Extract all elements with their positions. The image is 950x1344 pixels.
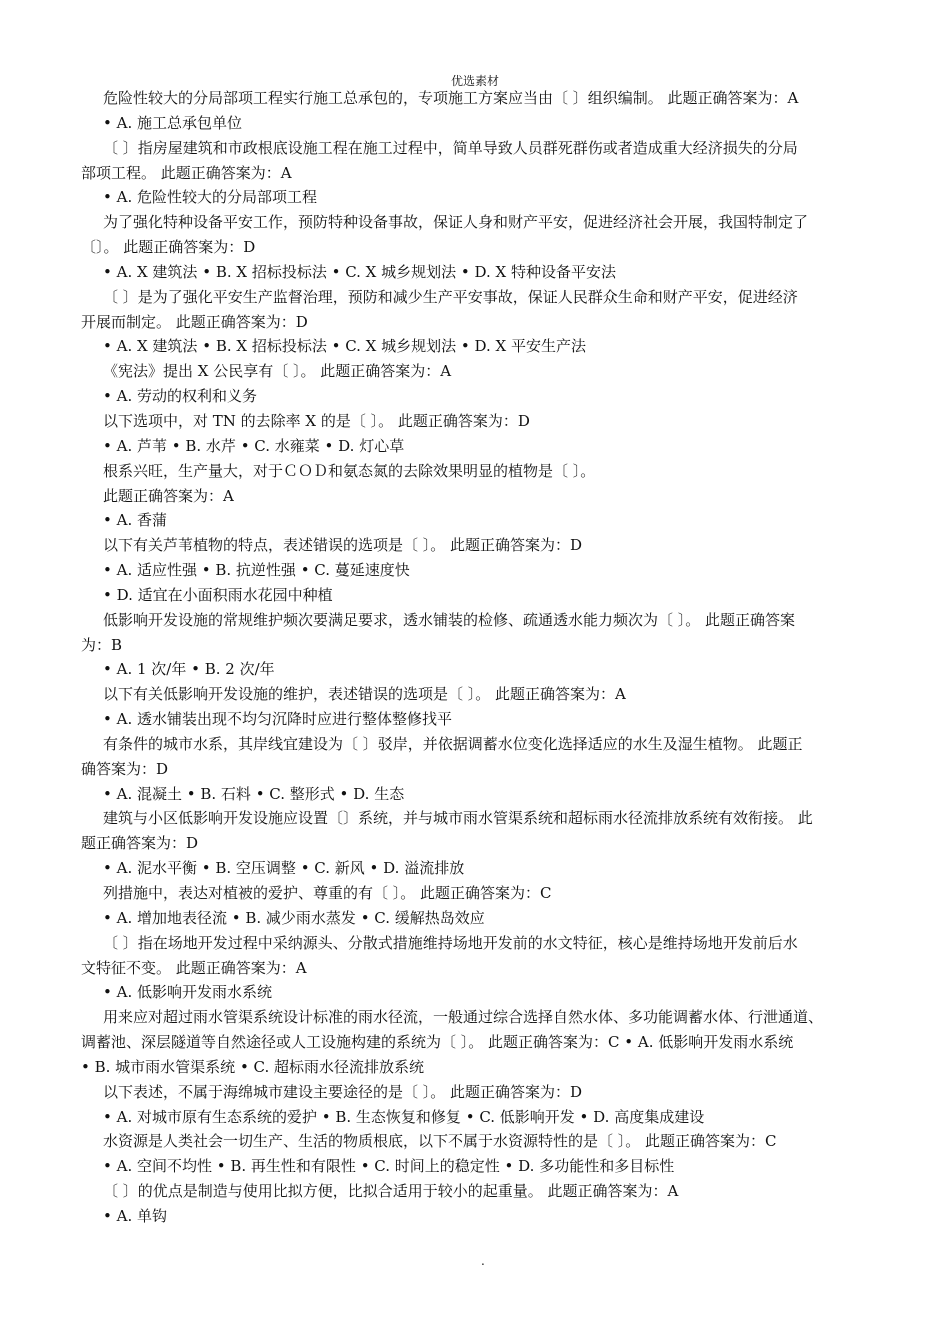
continuation-line: 〔〕。 此题正确答案为：D	[81, 238, 256, 257]
continuation-line: 开展而制定。 此题正确答案为：D	[81, 312, 308, 331]
continuation-line: • B. 城市雨水管渠系统 • C. 超标雨水径流排放系统	[81, 1057, 425, 1076]
question-line: 为了强化特种设备平安工作，预防特种设备事故，保证人身和财产平安，促进经济社会开展，我国特制定了	[103, 213, 809, 232]
option-line: • D. 适宜在小面积雨水花园中种植	[103, 585, 333, 604]
question-line: 此题正确答案为：A	[103, 486, 234, 505]
continuation-line: 题正确答案为：D	[81, 834, 199, 853]
continuation-line: 调蓄池、深层隧道等自然途径或人工设施构建的系统为〔 〕。 此题正确答案为：C • A. 低影响开发雨水系统	[81, 1033, 794, 1052]
continuation-line: 文特征不变。 此题正确答案为：A	[81, 958, 307, 977]
question-line: 〔 〕的优点是制造与使用比拟方便，比拟合适用于较小的起重量。 此题正确答案为：A	[103, 1182, 679, 1201]
question-line: 水资源是人类社会一切生产、生活的物质根底，以下不属于水资源特性的是〔 〕。 此题正确答案为：C	[103, 1132, 777, 1151]
option-line: • A. X 建筑法 • B. X 招标投标法 • C. X 城乡规划法 • D. X 平安生产法	[103, 337, 586, 356]
option-line: • A. 施工总承包单位	[103, 113, 242, 132]
option-line: • A. X 建筑法 • B. X 招标投标法 • C. X 城乡规划法 • D. X 特种设备平安法	[103, 262, 616, 281]
option-line: • A. 对城市原有生态系统的爱护 • B. 生态恢复和修复 • C. 低影响开发 • D. 高度集成建设	[103, 1107, 705, 1126]
option-line: • A. 1 次/年 • B. 2 次/年	[103, 660, 275, 679]
question-line: 有条件的城市水系，其岸线宜建设为〔 〕驳岸，并依据调蓄水位变化选择适应的水生及湿生植物。 此题正	[103, 734, 803, 753]
question-line: 以下选项中，对 TN 的去除率 X 的是〔 〕。 此题正确答案为：D	[103, 411, 530, 430]
option-line: • A. 芦苇 • B. 水芹 • C. 水雍菜 • D. 灯心草	[103, 436, 405, 455]
continuation-line: 为：B	[81, 635, 123, 654]
question-line: 低影响开发设施的常规维护频次要满足要求，透水铺装的检修、疏通透水能力频次为〔 〕。 此题正确答案	[103, 610, 796, 629]
continuation-line: 部项工程。 此题正确答案为：A	[81, 163, 292, 182]
option-line: • A. 适应性强 • B. 抗逆性强 • C. 蔓延速度快	[103, 561, 410, 580]
question-line: 以下有关低影响开发设施的维护，表述错误的选项是〔 〕。 此题正确答案为：A	[103, 685, 626, 704]
option-line: • A. 泥水平衡 • B. 空压调整 • C. 新风 • D. 溢流排放	[103, 859, 465, 878]
option-line: • A. 混凝土 • B. 石料 • C. 整形式 • D. 生态	[103, 784, 405, 803]
page-header: 优选素材	[450, 74, 499, 88]
document-body	[81, 86, 885, 1229]
option-line: • A. 危险性较大的分局部项工程	[103, 188, 317, 207]
question-line: 《宪法》提出 X 公民享有〔 〕。 此题正确答案为：A	[103, 362, 452, 381]
question-line: 〔 〕指房屋建筑和市政根底设施工程在施工过程中，简单导致人员群死群伤或者造成重大经济损失的分局	[103, 138, 798, 157]
question-line: 〔 〕指在场地开发过程中采纳源头、分散式措施维持场地开发前的水文特征，核心是维持场地开发前后水	[103, 933, 798, 952]
question-line: 〔 〕是为了强化平安生产监督治理，预防和减少生产平安事故，保证人民群众生命和财产平安，促进经济	[103, 287, 798, 306]
question-line: 根系兴旺，生产量大，对于ＣＯＤ和氨态氮的去除效果明显的植物是〔 〕。	[103, 461, 596, 480]
option-line: • A. 香蒲	[103, 511, 167, 530]
option-line: • A. 低影响开发雨水系统	[103, 983, 272, 1002]
option-line: • A. 空间不均性 • B. 再生性和有限性 • C. 时间上的稳定性 • D. 多功能性和多目标性	[103, 1157, 675, 1176]
question-line: 建筑与小区低影响开发设施应设置〔〕系统，并与城市雨水管渠系统和超标雨水径流排放系统有效衔接。 此	[103, 809, 813, 828]
question-line: 列措施中，表达对植被的爱护、尊重的有〔 〕。 此题正确答案为：C	[103, 884, 552, 902]
option-line: • A. 增加地表径流 • B. 减少雨水蒸发 • C. 缓解热岛效应	[103, 908, 485, 927]
page-footer-mark: .	[481, 1254, 485, 1268]
question-line: 危险性较大的分局部项工程实行施工总承包的，专项施工方案应当由〔 〕组织编制。 此题正确答案为：A	[103, 89, 799, 107]
option-line: • A. 劳动的权利和义务	[103, 387, 257, 406]
question-line: 用来应对超过雨水管渠系统设计标准的雨水径流，一般通过综合选择自然水体、多功能调蓄水体、行泄通道、	[103, 1008, 824, 1027]
option-line: • A. 透水铺装出现不均匀沉降时应进行整体整修找平	[103, 710, 452, 729]
question-line: 以下表述，不属于海绵城市建设主要途径的是〔 〕。 此题正确答案为：D	[103, 1082, 583, 1101]
question-line: 以下有关芦苇植物的特点，表述错误的选项是〔 〕。 此题正确答案为：D	[103, 536, 583, 555]
option-line: • A. 单钩	[103, 1206, 167, 1225]
continuation-line: 确答案为：D	[81, 759, 169, 778]
